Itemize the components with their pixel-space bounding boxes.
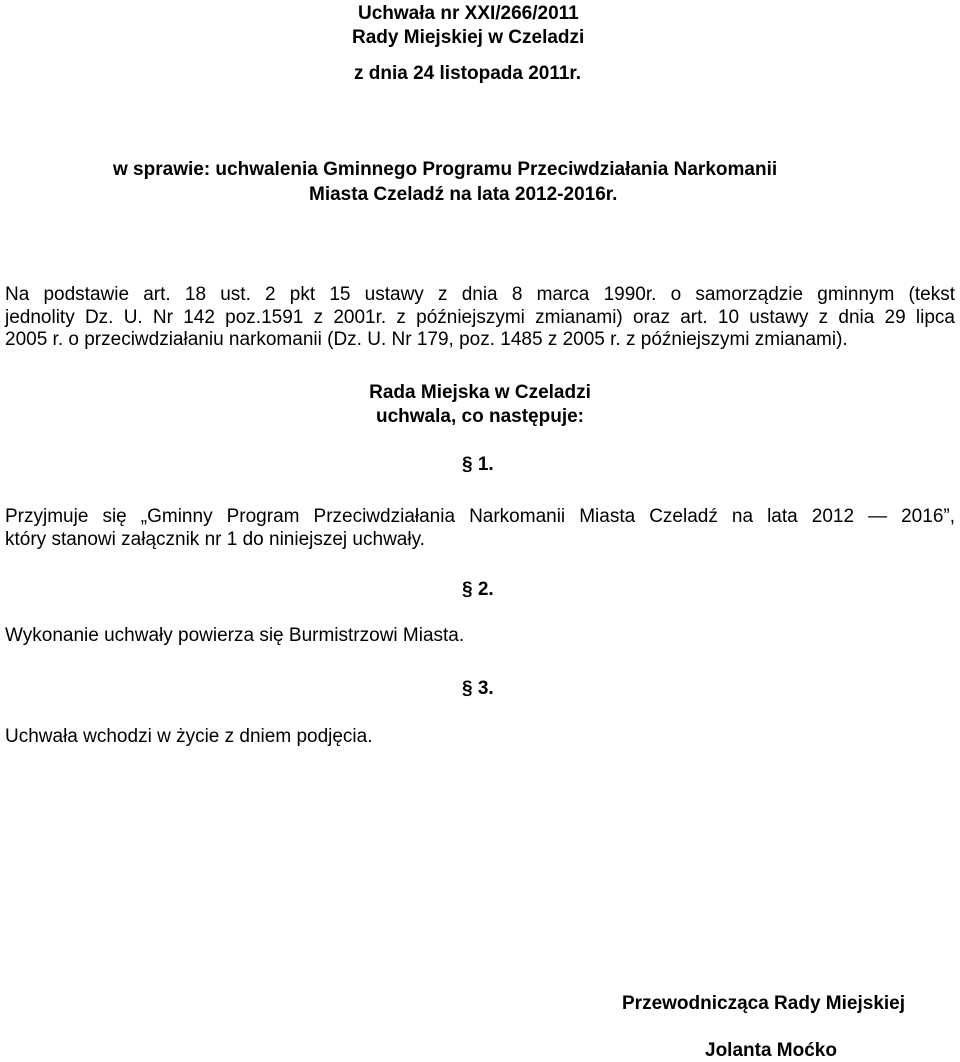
section-2-number: § 2. — [462, 579, 494, 600]
legal-basis-line-3: 2005 r. o przeciwdziałaniu narkomanii (Dz. U. Nr 179, poz. 1485 z 2005 r. z późniejszymi zmianami). — [5, 329, 848, 350]
council-statement-line-2: uchwala, co następuje: — [376, 406, 584, 427]
section-1-text-line-1: Przyjmuje się „Gminny Program Przeciwdziałania Narkomanii Miasta Czeladź na lata 2012 — 2016”, — [5, 506, 955, 527]
section-3-number: § 3. — [462, 678, 494, 699]
resolution-date: z dnia 24 listopada 2011r. — [354, 63, 582, 84]
section-3-text: Uchwała wchodzi w życie z dniem podjęcia. — [5, 726, 373, 747]
council-name: Rady Miejskiej w Czeladzi — [352, 27, 585, 48]
section-1-text-line-2: który stanowi załącznik nr 1 do niniejszej uchwały. — [5, 528, 425, 550]
legal-basis-line-2: jednolity Dz. U. Nr 142 poz.1591 z 2001r. z późniejszymi zmianami) oraz art. 10 ustawy z dnia 29 lipca — [5, 306, 955, 328]
signature-name: Jolanta Moćko — [705, 1040, 837, 1061]
council-statement-line-1: Rada Miejska w Czeladzi — [369, 382, 591, 403]
resolution-title: Uchwała nr XXI/266/2011 — [358, 3, 579, 24]
subject-line-2: Miasta Czeladź na lata 2012-2016r. — [309, 184, 618, 205]
subject-line-1: w sprawie: uchwalenia Gminnego Programu Przeciwdziałania Narkomanii — [113, 159, 778, 180]
legal-basis-paragraph — [5, 284, 955, 352]
section-1-text — [5, 506, 955, 551]
signature-role: Przewodnicząca Rady Miejskiej — [622, 993, 906, 1014]
section-1-number: § 1. — [462, 454, 494, 475]
section-2-text: Wykonanie uchwały powierza się Burmistrzowi Miasta. — [5, 625, 465, 646]
legal-basis-line-1: Na podstawie art. 18 ust. 2 pkt 15 ustawy z dnia 8 marca 1990r. o samorządzie gminnym (tekst — [5, 284, 955, 305]
